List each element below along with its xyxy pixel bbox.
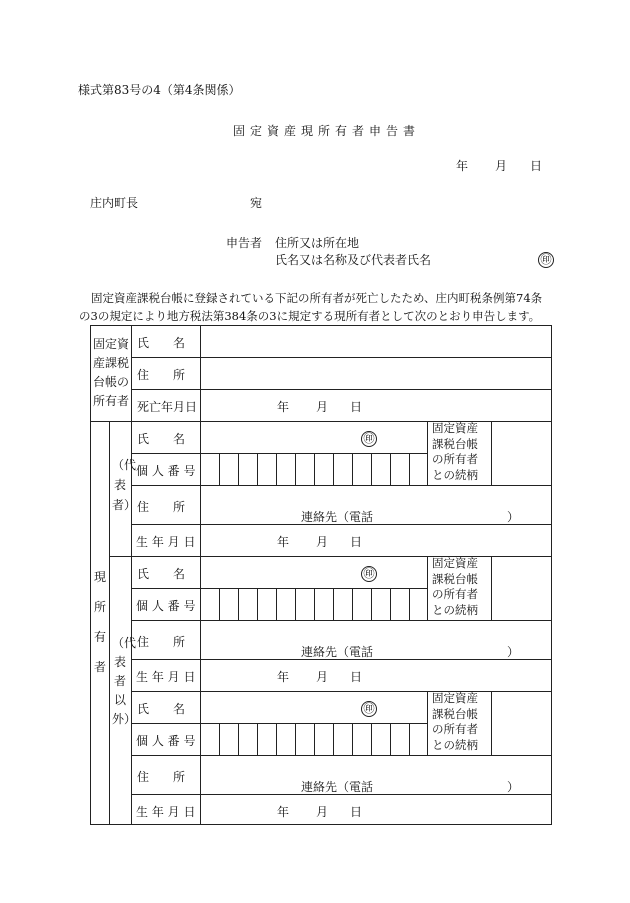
- seal-icon: ㊞: [361, 566, 377, 582]
- other2-address-label: 住 所: [137, 770, 186, 784]
- intro-line-2: の3の規定により地方税法第384条の3に規定する現所有者として次のとおり申告します。: [79, 309, 541, 323]
- applicant-label: 申告者: [226, 236, 263, 250]
- owner-name-label: 氏 名: [137, 336, 186, 350]
- seal-icon: ㊞: [538, 252, 554, 268]
- owner-death-date-label: 死亡年月日: [137, 400, 198, 414]
- current-owner-label: 現 所 有 者: [93, 570, 106, 674]
- rep-birth-month: 月: [316, 535, 329, 549]
- other2-number-label: 個 人 番 号: [136, 734, 196, 748]
- rep-birth-label: 生 年 月 日: [136, 535, 196, 549]
- rep-relation-label: 固定資産 課税台帳 の所有者 との続柄: [432, 421, 478, 482]
- applicant-name-label: 氏名又は名称及び代表者氏名: [275, 253, 432, 267]
- owner-address-label: 住 所: [137, 368, 186, 382]
- other2-contact-label: 連絡先（電話: [301, 780, 374, 794]
- other1-relation-label: 固定資産 課税台帳 の所有者 との続柄: [432, 556, 478, 617]
- non-representative-label: （代 表 者 以 外）: [112, 636, 137, 726]
- rep-address-label: 住 所: [137, 500, 186, 514]
- death-day: 日: [350, 400, 363, 414]
- rep-contact-close: ）: [507, 510, 520, 524]
- seal-icon: ㊞: [361, 431, 377, 447]
- other1-birth-year: 年: [277, 670, 290, 684]
- other1-name-label: 氏 名: [137, 567, 186, 581]
- other2-birth-day: 日: [350, 805, 363, 819]
- other2-birth-year: 年: [277, 805, 290, 819]
- other2-name-label: 氏 名: [137, 702, 186, 716]
- other1-address-label: 住 所: [137, 635, 186, 649]
- form-number: 様式第83号の4（第4条関係）: [78, 83, 241, 97]
- seal-icon: ㊞: [361, 701, 377, 717]
- applicant-address-label: 住所又は所在地: [275, 236, 360, 250]
- rep-contact-label: 連絡先（電話: [301, 510, 374, 524]
- rep-number-label: 個 人 番 号: [136, 464, 196, 478]
- other1-contact-label: 連絡先（電話: [301, 645, 374, 659]
- addressee-suffix: 宛: [250, 196, 263, 210]
- rep-birth-year: 年: [277, 535, 290, 549]
- date-year: 年: [456, 159, 469, 173]
- other2-relation-label: 固定資産 課税台帳 の所有者 との続柄: [432, 691, 478, 752]
- representative-label: （代 表 者）: [112, 458, 137, 512]
- death-year: 年: [277, 400, 290, 414]
- owner-section-label: 固定資 産課税 台帳の 所有者: [93, 337, 130, 408]
- other2-birth-month: 月: [316, 805, 329, 819]
- other1-number-label: 個 人 番 号: [136, 599, 196, 613]
- date-day: 日: [530, 159, 543, 173]
- other1-birth-day: 日: [350, 670, 363, 684]
- other2-birth-label: 生 年 月 日: [136, 805, 196, 819]
- date-month: 月: [495, 159, 508, 173]
- other1-birth-label: 生 年 月 日: [136, 670, 196, 684]
- death-month: 月: [316, 400, 329, 414]
- other1-birth-month: 月: [316, 670, 329, 684]
- rep-birth-day: 日: [350, 535, 363, 549]
- other1-contact-close: ）: [507, 645, 520, 659]
- page-title: 固定資産現所有者申告書: [233, 124, 421, 138]
- addressee: 庄内町長: [90, 196, 139, 210]
- rep-name-label: 氏 名: [137, 432, 186, 446]
- intro-line-1: 固定資産課税台帳に登録されている下記の所有者が死亡したため、庄内町税条例第74条: [91, 291, 543, 305]
- other2-contact-close: ）: [507, 780, 520, 794]
